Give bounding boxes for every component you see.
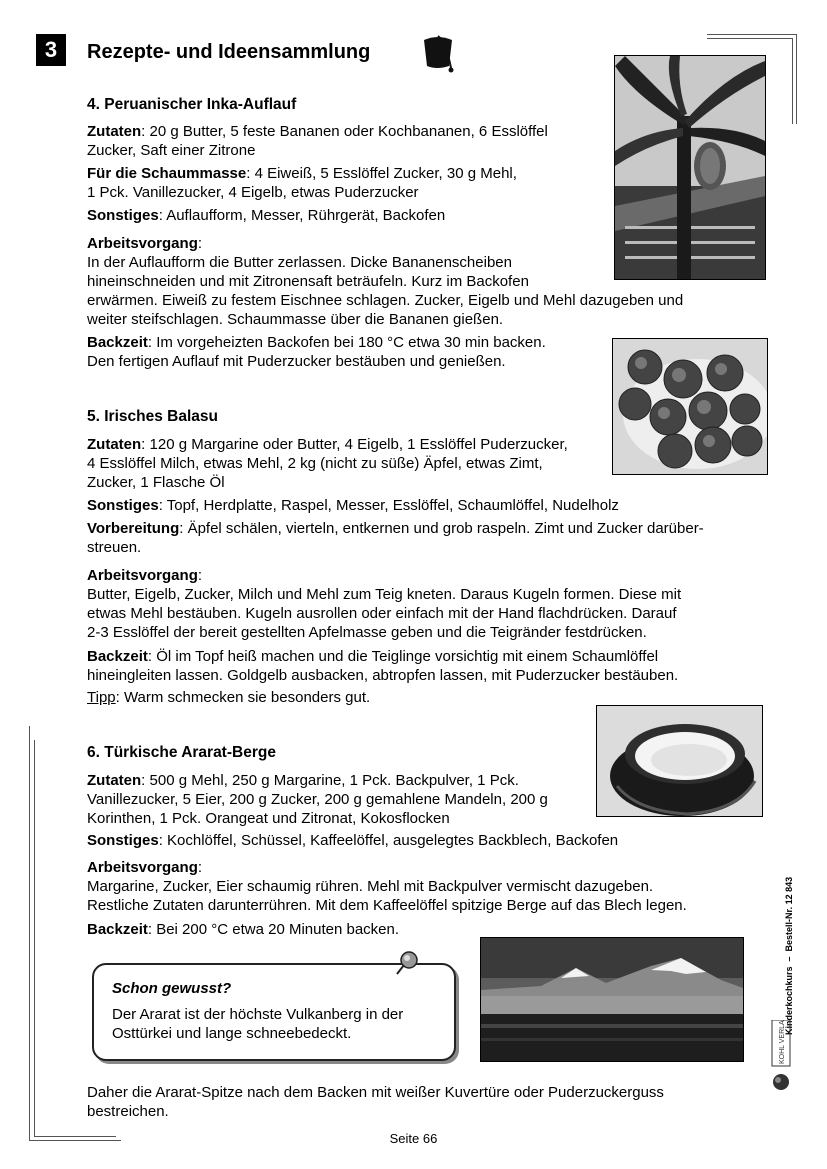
coconut-photo bbox=[596, 705, 763, 817]
label: Zutaten bbox=[87, 436, 142, 453]
recipe6-ingredients bbox=[87, 771, 592, 828]
text: bestreichen. bbox=[87, 1103, 169, 1120]
text: : Äpfel schälen, vierteln, entkernen und grob raspeln. Zimt und Zucker darüber- bbox=[179, 520, 704, 537]
frame-line bbox=[29, 726, 30, 1141]
text: etwas Mehl bestäuben. Kugeln ausrollen oder einfach mit der Hand flachdrücken. Darauf bbox=[87, 605, 677, 622]
recipe4-ingredients bbox=[87, 122, 607, 160]
label: Tipp bbox=[87, 689, 116, 706]
recipe5-ingredients bbox=[87, 435, 607, 492]
text: : 4 Eiweiß, 5 Esslöffel Zucker, 30 g Mehl, bbox=[246, 165, 517, 182]
fact-callout-box bbox=[92, 963, 456, 1061]
balasu-cookies-photo bbox=[612, 338, 768, 475]
text: Margarine, Zucker, Eier schaumig rühren. Mehl mit Backpulver vermischt dazugeben. bbox=[87, 878, 654, 895]
label: Backzeit bbox=[87, 648, 148, 665]
text: hineinschneiden und mit Zitronensaft beträufeln. Kurz im Backofen bbox=[87, 273, 529, 290]
recipe6-baking bbox=[87, 920, 607, 939]
text: : 120 g Margarine oder Butter, 4 Eigelb, 1 Esslöffel Puderzucker, bbox=[141, 436, 568, 453]
page-number: Seite 66 bbox=[389, 1131, 438, 1146]
label: Sonstiges bbox=[87, 207, 159, 224]
label: Für die Schaummasse bbox=[87, 165, 247, 182]
label: Arbeitsvorgang bbox=[87, 567, 198, 584]
publisher-name: KOHL VERLAG bbox=[779, 1020, 786, 1064]
recipe4-title: 4. Peruanischer Inka-Auflauf bbox=[87, 96, 297, 113]
book-title: Kinderkochkurs bbox=[784, 966, 794, 1035]
recipe4-procedure: Arbeitsvorgang: In der Auflaufform die Butter zerlassen. Dicke Bananenscheiben hineinschneiden und mit Zitronensaft beträufeln. Kurz im Backofen erwärmen. Eiweiß zu festem Eischnee schlagen. Zucker, Eigelb und Mehl dazugeben und weiter steifschlagen. Schaummasse über die Bananen gießen. bbox=[87, 234, 747, 329]
text: Restliche Zutaten darunterrühren. Mit dem Kaffeelöffel spitzige Berge auf das Blech legen. bbox=[87, 897, 687, 914]
text: Butter, Eigelb, Zucker, Milch und Mehl zum Teig kneten. Daraus Kugeln formen. Diese mit bbox=[87, 586, 682, 603]
ararat-mountain-photo bbox=[480, 937, 744, 1062]
frame-line bbox=[792, 38, 793, 124]
text: : Warm schmecken sie besonders gut. bbox=[115, 689, 371, 706]
label: Zutaten bbox=[87, 772, 142, 789]
text: : Topf, Herdplatte, Raspel, Messer, Esslöffel, Schaumlöffel, Nudelholz bbox=[158, 497, 619, 514]
text: 1 Pck. Vanillezucker, 4 Eigelb, etwas Puderzucker bbox=[87, 184, 419, 201]
label: Zutaten bbox=[87, 123, 142, 140]
text: : 500 g Mehl, 250 g Margarine, 1 Pck. Backpulver, 1 Pck. bbox=[141, 772, 519, 789]
sidebar-book-info: Kinderkochkurs – Bestell-Nr. 12 843 bbox=[784, 876, 794, 1035]
recipe5-baking bbox=[87, 647, 752, 685]
text: Zucker, Saft einer Zitrone bbox=[87, 142, 256, 159]
recipe4-baking bbox=[87, 333, 607, 371]
frame-line bbox=[796, 34, 797, 124]
text: erwärmen. Eiweiß zu festem Eischnee schlagen. Zucker, Eigelb und Mehl dazugeben und bbox=[87, 292, 684, 309]
recipe5-tip bbox=[87, 688, 607, 707]
label: Arbeitsvorgang bbox=[87, 235, 198, 252]
text: : Öl im Topf heiß machen und die Teiglinge vorsichtig mit einem Schaumlöffel bbox=[147, 648, 659, 665]
frame-line bbox=[707, 38, 793, 39]
label: Backzeit bbox=[87, 334, 148, 351]
text: Osttürkei und lange schneebedeckt. bbox=[112, 1025, 352, 1042]
frame-line bbox=[34, 740, 35, 1136]
text: weiter steifschlagen. Schaummasse über die Bananen gießen. bbox=[87, 311, 504, 328]
text: Den fertigen Auflauf mit Puderzucker bestäuben und genießen. bbox=[87, 353, 506, 370]
order-number: Bestell-Nr. 12 843 bbox=[784, 876, 794, 952]
frame-line bbox=[707, 34, 797, 35]
recipe5-title: 5. Irisches Balasu bbox=[87, 408, 218, 425]
pushpin-icon bbox=[394, 950, 420, 976]
text: Daher die Ararat-Spitze nach dem Backen mit weißer Kuvertüre oder Puderzuckerguss bbox=[87, 1084, 664, 1101]
recipe5-tools bbox=[87, 496, 747, 515]
text: Zucker, 1 Flasche Öl bbox=[87, 474, 225, 491]
fez-hat-icon bbox=[418, 32, 458, 74]
text: 2-3 Esslöffel der bereit gestellten Apfelmasse geben und die Teigränder festdrücken. bbox=[87, 624, 647, 641]
text: : Auflaufform, Messer, Rührgerät, Backofen bbox=[158, 207, 446, 224]
label: Backzeit bbox=[87, 921, 148, 938]
label: Arbeitsvorgang bbox=[87, 859, 198, 876]
label: Sonstiges bbox=[87, 497, 159, 514]
recipe6-title: 6. Türkische Ararat-Berge bbox=[87, 744, 276, 761]
text: 4 Esslöffel Milch, etwas Mehl, 2 kg (nicht zu süße) Äpfel, etwas Zimt, bbox=[87, 455, 543, 472]
text: In der Auflaufform die Butter zerlassen. Dicke Bananenscheiben bbox=[87, 254, 512, 271]
recipe4-foam bbox=[87, 164, 607, 202]
recipe5-procedure: Arbeitsvorgang: Butter, Eigelb, Zucker, Milch und Mehl zum Teig kneten. Daraus Kugeln formen. Diese mit etwas Mehl bestäuben. Kugeln ausrollen oder einfach mit der Hand flachdrücken. Darauf 2-3 Esslöffel der bereit gestellten Apfelmasse geben und die Teigränder festdrücken. bbox=[87, 566, 752, 642]
publisher-logo bbox=[770, 1020, 792, 1096]
text: : 20 g Butter, 5 feste Bananen oder Kochbananen, 6 Esslöffel bbox=[141, 123, 548, 140]
text: : Kochlöffel, Schüssel, Kaffeelöffel, ausgelegtes Backblech, Backofen bbox=[158, 832, 619, 849]
page-title: Rezepte- und Ideensammlung bbox=[87, 41, 371, 63]
chapter-number: 3 bbox=[36, 34, 66, 66]
text: : Bei 200 °C etwa 20 Minuten backen. bbox=[147, 921, 400, 938]
callout-text bbox=[112, 1005, 447, 1043]
label: Vorbereitung bbox=[87, 520, 180, 537]
closing-text bbox=[87, 1083, 757, 1121]
text: streuen. bbox=[87, 539, 142, 556]
callout-title: Schon gewusst? bbox=[112, 980, 232, 997]
text: Korinthen, 1 Pck. Orangeat und Zitronat, Kokosflocken bbox=[87, 810, 450, 827]
text: Vanillezucker, 5 Eier, 200 g Zucker, 200 g gemahlene Mandeln, 200 g bbox=[87, 791, 548, 808]
recipe5-preparation bbox=[87, 519, 752, 557]
text: hineingleiten lassen. Goldgelb ausbacken, abtropfen lassen, mit Puderzucker bestäuben. bbox=[87, 667, 679, 684]
recipe6-procedure: Arbeitsvorgang: Margarine, Zucker, Eier schaumig rühren. Mehl mit Backpulver vermischt dazugeben. Restliche Zutaten darunterrühren. Mit dem Kaffeelöffel spitzige Berge auf das Blech legen. bbox=[87, 858, 752, 915]
label: Sonstiges bbox=[87, 832, 159, 849]
text: Der Ararat ist der höchste Vulkanberg in der bbox=[112, 1006, 404, 1023]
recipe6-tools bbox=[87, 831, 747, 850]
text: : Im vorgeheizten Backofen bei 180 °C etwa 30 min backen. bbox=[147, 334, 546, 351]
recipe4-tools bbox=[87, 206, 607, 225]
